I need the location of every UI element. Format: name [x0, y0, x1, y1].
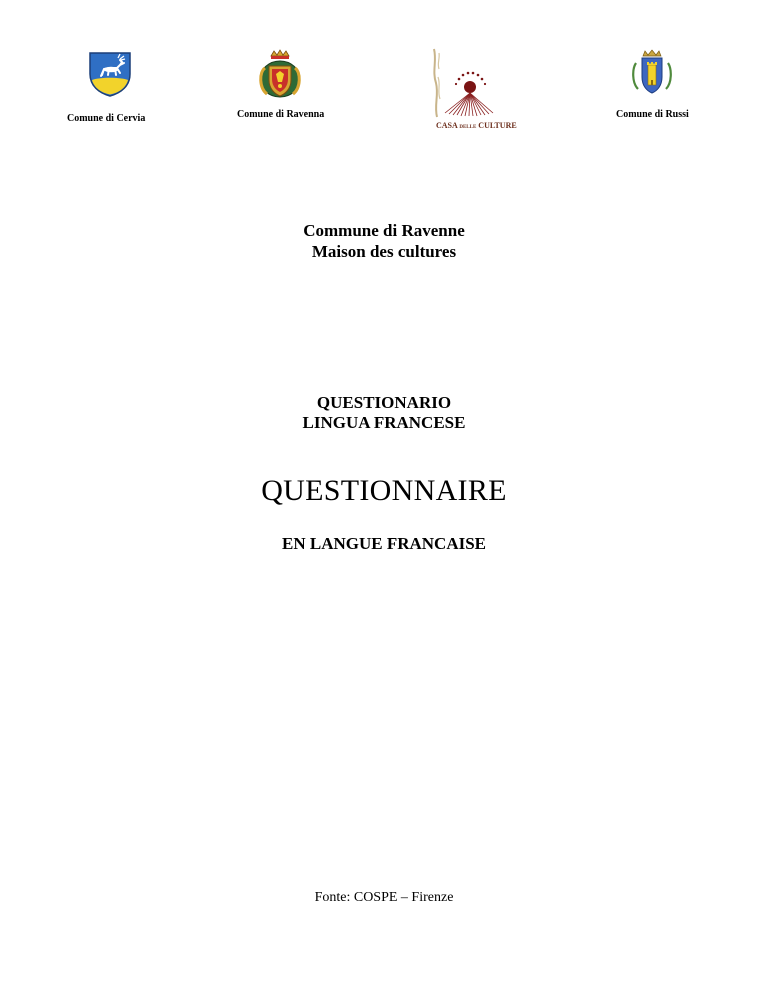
main-title: QUESTIONNAIRE: [261, 474, 507, 507]
delle-word: DELLE: [459, 125, 477, 130]
russi-caption: Comune di Russi: [616, 109, 689, 120]
cervia-caption: Comune di Cervia: [67, 113, 146, 124]
culture-word: CULTURE: [478, 121, 517, 130]
organization-title: [0, 220, 768, 262]
tower-shield-icon: [630, 49, 674, 97]
source-footer: Fonte: COSPE – Firenze: [314, 890, 454, 905]
ravenna-crest: [255, 48, 305, 100]
ravenna-coat-of-arms-icon: [255, 48, 305, 100]
questionario-line: QUESTIONARIO: [316, 393, 452, 412]
subtitle: EN LANGUE FRANCAISE: [281, 534, 487, 553]
casa-culture-logo: [431, 47, 507, 119]
maison-line: Maison des cultures: [311, 242, 457, 261]
questionario-heading: [0, 393, 768, 433]
cervia-crest: [87, 50, 133, 98]
russi-crest: [630, 49, 674, 97]
commune-line: Commune di Ravenne: [303, 221, 465, 240]
lingua-line: LINGUA FRANCESE: [302, 413, 466, 432]
casa-word: CASA: [436, 121, 458, 130]
stag-shield-icon: [87, 50, 133, 98]
casa-culture-wordmark: [436, 121, 517, 130]
sun-rays-icon: [431, 47, 507, 119]
ravenna-caption: Comune di Ravenna: [237, 109, 325, 120]
